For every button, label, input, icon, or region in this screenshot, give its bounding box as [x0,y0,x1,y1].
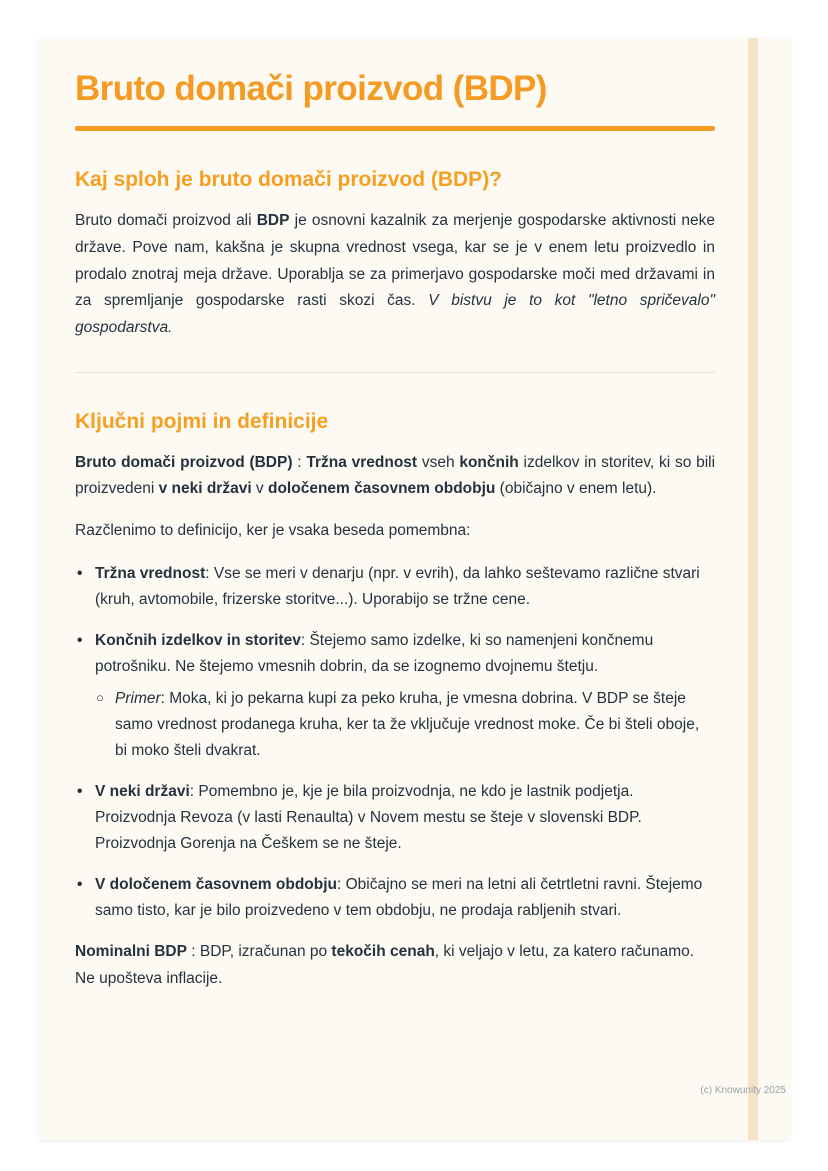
page-title: Bruto domači proizvod (BDP) [75,69,547,108]
section-heading-intro: Kaj sploh je bruto domači proizvod (BDP)? [75,168,503,191]
intro-paragraph: Bruto domači proizvod ali BDP je osnovni kazalnik za merjenje gospodarske aktivnosti neke države. Pove nam, kakšna je skupna vrednost vsega, kar se je v enem letu proizvedlo in prodalo znotraj meja države. Uporablja se za primerjavo gospodarske moči med državami in za spremljanje gospodarske rasti skozi čas. V bistvu je to kot "letno spričevalo" gospodarstva. [75,212,715,336]
sub-bullet-icon: ○ [96,689,104,705]
definition-lead-paragraph: Razčlenimo to definicijo, ker je vsaka beseda pomembna: [75,522,471,540]
bullet-icon: • [77,631,83,649]
bullet-icon: • [77,782,83,800]
sub-bullet-text: Primer: Moka, ki jo pekarna kupi za peko kruha, je vmesna dobrina. V BDP se šteje samo vrednost prodanega kruha, ker ta že vključuje vrednost moke. Če bi šteli oboje, bi moko šteli dvakrat. [115,689,700,759]
bullet-icon: • [77,564,83,582]
list-item [75,779,715,857]
bullet-icon: • [77,876,83,894]
section-divider [75,372,715,373]
nominal-bdp-paragraph: Nominalni BDP : BDP, izračunan po tekočih cenah, ki veljajo v letu, za katero računamo. Ne upošteva inflacije. [75,943,695,987]
definition-bullet-list [75,561,715,924]
copyright-credit: (c) Knowunity 2025 [700,1085,786,1096]
list-item [75,872,715,924]
bullet-text: V določenem časovnem obdobju: Običajno se meri na letni ali četrtletni ravni. Štejemo samo tisto, kar je bilo proizvedeno v tem obdobju, ne prodaja rabljenih stvari. [95,876,703,920]
bullet-text: Tržna vrednost: Vse se meri v denarju (npr. v evrih), da lahko seštevamo različne stvari (kruh, avtomobile, frizerske storitve...). Uporabijo se tržne cene. [95,564,700,608]
list-item [75,561,715,613]
list-item [75,628,715,764]
bullet-text: V neki državi: Pomembno je, kje je bila proizvodnja, ne kdo je lastnik podjetja. Proizvodnja Revoza (v lasti Renaulta) v Novem mestu se šteje v slovenski BDP. Proizvodnja Gorenja na Češkem se ne šteje. [95,782,642,853]
bdp-definition-paragraph: Bruto domači proizvod (BDP) : Tržna vrednost vseh končnih izdelkov in storitev, ki so bili proizvedeni v neki državi v določenem časovnem obdobju (običajno v enem letu). [75,453,716,498]
sub-bullet-list [95,686,715,764]
document-content [38,38,790,992]
bullet-text: Končnih izdelkov in storitev: Štejemo samo izdelke, ki so namenjeni končnemu potrošniku. Ne štejemo vmesnih dobrin, da se izognemo dvojnemu štetju. [95,631,654,675]
section-heading-definitions: Ključni pojmi in definicije [75,409,329,433]
document-page [38,38,790,1140]
list-item [95,686,715,764]
title-underline-rule [75,126,715,131]
